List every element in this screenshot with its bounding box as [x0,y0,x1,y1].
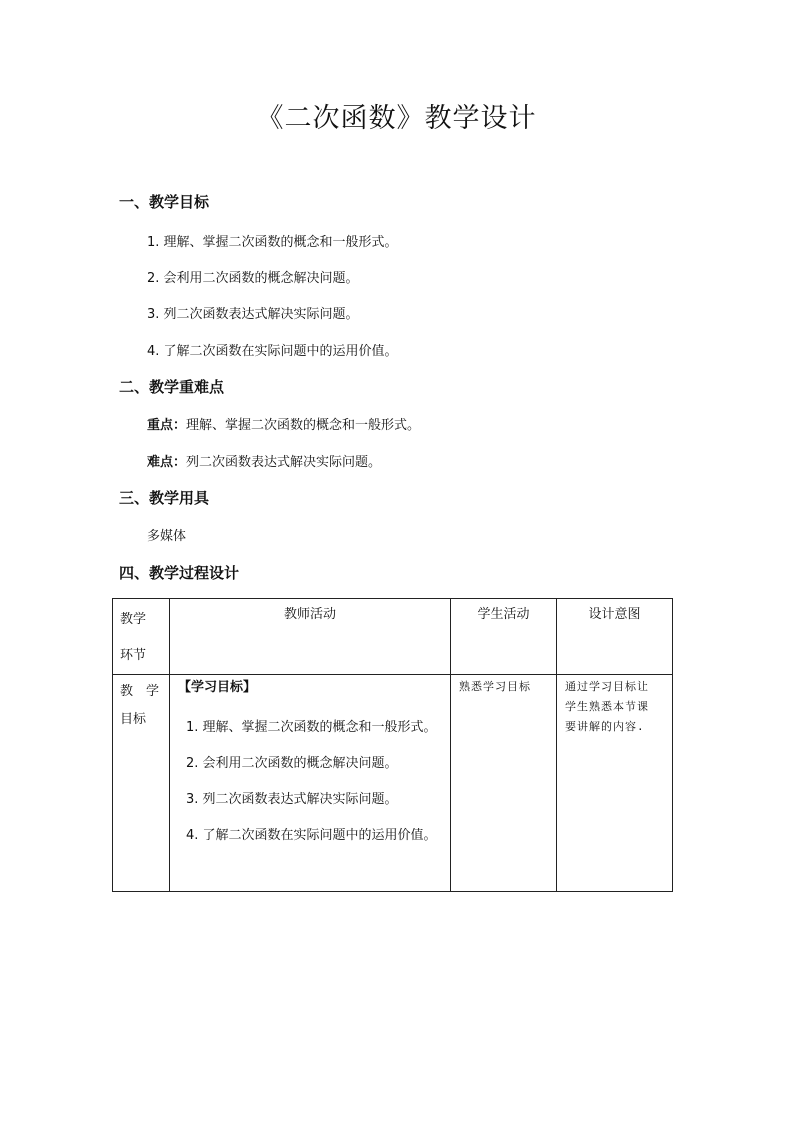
key-point-label: 重点： [147,418,187,433]
table-header-row [113,599,673,675]
objective-item: 2. 会利用二次函数的概念解决问题。 [147,271,359,286]
objective-item: 1. 理解、掌握二次函数的概念和一般形式。 [147,235,398,250]
intent-cell [557,675,673,892]
teacher-activity-cell [170,675,451,892]
difficulty-text: 列二次函数表达式解决实际问题。 [186,455,382,470]
key-point-text: 理解、掌握二次函数的概念和一般形式。 [186,418,421,433]
student-activity-text: 熟悉学习目标 [459,680,531,693]
stage-line2: 目标 [120,712,147,727]
header-teacher-label: 教师活动 [283,607,336,622]
intent-line: 通过学习目标让 [565,680,649,693]
header-teacher-cell [170,599,451,675]
objective-item: 4. 了解二次函数在实际问题中的运用价值。 [147,344,398,359]
teacher-activity-item: 3. 列二次函数表达式解决实际问题。 [186,792,398,807]
header-stage-line2: 环节 [120,648,147,663]
header-intent-label: 设计意图 [588,607,641,622]
tool-text: 多媒体 [147,529,187,544]
header-intent-cell [557,599,673,675]
header-stage-cell [113,599,170,675]
teacher-activity-item: 1. 理解、掌握二次函数的概念和一般形式。 [186,720,437,735]
section-heading-objectives: 一、教学目标 [119,193,210,211]
section-heading-tools: 三、教学用具 [119,489,210,507]
header-stage-line1: 教学 [120,612,147,627]
intent-line: 要讲解的内容. [565,720,645,733]
stage-cell [113,675,170,892]
key-point-line [147,414,420,433]
table-row [113,675,673,892]
objective-item: 3. 列二次函数表达式解决实际问题。 [147,307,359,322]
document-title: 《二次函数》教学设计 [256,103,537,134]
teacher-activity-item: 4. 了解二次函数在实际问题中的运用价值。 [186,828,437,843]
difficulty-line [147,451,381,470]
section-heading-key-points: 二、教学重难点 [119,378,225,396]
process-table [112,598,673,892]
student-activity-cell [451,675,557,892]
teacher-activity-item: 2. 会利用二次函数的概念解决问题。 [186,756,398,771]
difficulty-label: 难点： [147,455,187,470]
section-heading-process: 四、教学过程设计 [119,564,240,582]
header-student-label: 学生活动 [477,607,530,622]
header-student-cell [451,599,557,675]
stage-line1: 教 学 [120,684,160,699]
intent-line: 学生熟悉本节课 [565,700,649,713]
teacher-activity-title: 【学习目标】 [178,680,257,695]
